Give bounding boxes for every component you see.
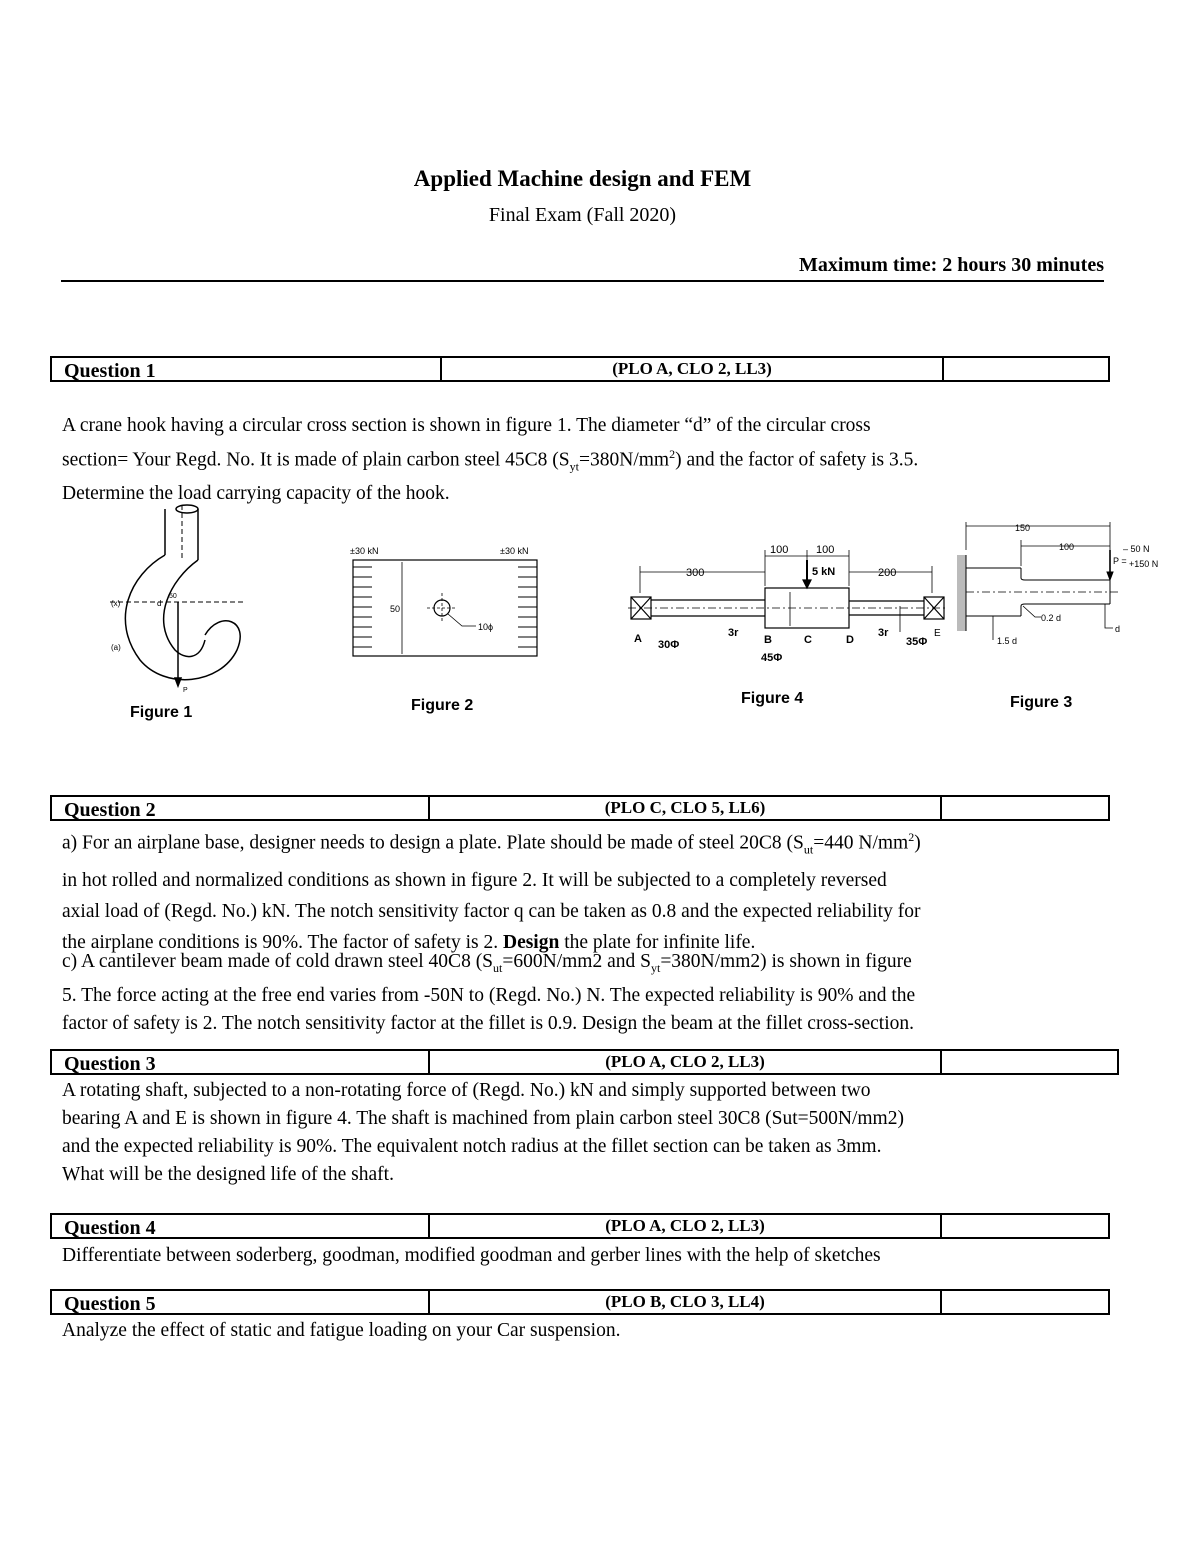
fig4-fillet-left: 3r bbox=[728, 627, 739, 639]
fig4-point-b: B bbox=[764, 634, 772, 646]
q2-text: the airplane conditions is 90%. The factor of safety is 2. bbox=[62, 932, 499, 954]
q1-text: section= Your Regd. No. It is made of plain carbon steel 45C8 (S bbox=[62, 449, 570, 471]
q5-line: Analyze the effect of static and fatigue loading on your Car suspension. bbox=[62, 1320, 621, 1341]
question-4-plo: (PLO A, CLO 2, LL3) bbox=[430, 1215, 942, 1237]
fig1-label-a: (a) bbox=[111, 643, 121, 652]
fig2-load-right: ±30 kN bbox=[500, 546, 529, 556]
max-time: Maximum time: 2 hours 30 minutes bbox=[799, 254, 1104, 276]
exam-subtitle: Final Exam (Fall 2020) bbox=[488, 204, 677, 226]
question-2-text bbox=[62, 822, 1105, 958]
q2-line: axial load of (Regd. No.) kN. The notch sensitivity factor q can be taken as 0.8 and the expected reliability for bbox=[62, 901, 921, 923]
figure-3-caption: Figure 3 bbox=[1010, 694, 1073, 711]
q1-sub: yt bbox=[569, 459, 579, 474]
question-5-header bbox=[50, 1289, 1110, 1315]
question-5-label: Question 5 bbox=[52, 1291, 430, 1313]
q2-line bbox=[62, 822, 1105, 865]
fig4-load: 5 kN bbox=[812, 566, 836, 578]
q2-text: =600N/mm2 and S bbox=[502, 951, 651, 972]
header-rule bbox=[61, 280, 1104, 282]
question-5-text bbox=[62, 1317, 1105, 1345]
q1-text: ) and the factor of safety is 3.5. bbox=[675, 449, 919, 471]
q3-line: A rotating shaft, subjected to a non-rotating force of (Regd. No.) kN and simply supported between two bbox=[62, 1080, 871, 1101]
q1-line: A crane hook having a circular cross section is shown in figure 1. The diameter “d” of the circular cross bbox=[62, 415, 871, 436]
q3-line: and the expected reliability is 90%. The equivalent notch radius at the fillet section can be taken as 3mm. bbox=[62, 1136, 882, 1157]
fig4-dia-45: 45Φ bbox=[761, 652, 783, 664]
fig4-point-c: C bbox=[804, 634, 812, 646]
question-5-plo: (PLO B, CLO 3, LL4) bbox=[430, 1291, 942, 1313]
question-1-label: Question 1 bbox=[52, 358, 442, 380]
q2-text: =380N/mm2) is shown in figure bbox=[660, 951, 912, 972]
question-1-marks bbox=[944, 358, 1108, 380]
q1-text: =380N/mm bbox=[578, 449, 670, 471]
fig2-load-left: ±30 kN bbox=[350, 546, 379, 556]
question-4-text bbox=[62, 1242, 1105, 1270]
figure-1-caption: Figure 1 bbox=[130, 704, 193, 721]
q2-sub: ut bbox=[493, 960, 503, 975]
fig4-dim-100-right: 100 bbox=[816, 544, 835, 556]
question-2c-text bbox=[62, 948, 1105, 1038]
fig3-fillet-radius: 0.2 d bbox=[1041, 613, 1062, 623]
question-3-label: Question 3 bbox=[52, 1051, 430, 1073]
q2-line: factor of safety is 2. The notch sensitivity factor at the fillet is 0.9. Design the beam at the fillet cross-section. bbox=[62, 1012, 914, 1034]
fig4-dia-35: 35Φ bbox=[906, 636, 928, 648]
fig2-dim-50: 50 bbox=[390, 604, 401, 614]
q2-sub: ut bbox=[803, 842, 814, 857]
fig4-point-a: A bbox=[634, 633, 642, 645]
q3-line: What will be the designed life of the shaft. bbox=[62, 1164, 394, 1185]
fig4-dim-200: 200 bbox=[878, 567, 897, 579]
figure-4-shaft bbox=[628, 538, 948, 668]
fig4-point-e: E bbox=[934, 628, 941, 639]
q3-line: bearing A and E is shown in figure 4. The shaft is machined from plain carbon steel 30C8 (Sut=500N/mm2) bbox=[62, 1108, 904, 1129]
fig3-dia-d: d bbox=[1115, 624, 1121, 634]
q2-text: c) A cantilever beam made of cold drawn steel 40C8 (S bbox=[62, 951, 494, 972]
q2-line bbox=[62, 948, 1105, 982]
fig1-label-p: P bbox=[183, 687, 188, 694]
question-1-plo: (PLO A, CLO 2, LL3) bbox=[442, 358, 944, 380]
fig2-dim-hole: 10ϕ bbox=[478, 622, 494, 632]
fig4-dim-300: 300 bbox=[686, 567, 705, 579]
q2-text: the plate for infinite life. bbox=[564, 932, 756, 954]
fig3-dim-100: 100 bbox=[1059, 542, 1075, 552]
fig3-dim-150: 150 bbox=[1015, 523, 1031, 533]
exam-title: Applied Machine design and FEM bbox=[413, 166, 752, 191]
question-5-marks bbox=[942, 1291, 1108, 1313]
q2-sub: yt bbox=[650, 960, 661, 975]
question-4-label: Question 4 bbox=[52, 1215, 430, 1237]
fig4-fillet-right: 3r bbox=[878, 627, 889, 639]
question-2-plo: (PLO C, CLO 5, LL6) bbox=[430, 797, 942, 819]
figure-1-hook bbox=[105, 500, 255, 695]
figure-3-cantilever bbox=[955, 520, 1170, 648]
fig3-dia-15d: 1.5 d bbox=[997, 636, 1018, 646]
fig1-label-d: d bbox=[157, 599, 162, 608]
fig1-label-50: 50 bbox=[169, 593, 177, 600]
q2-text: ) bbox=[914, 832, 921, 854]
question-3-marks bbox=[942, 1051, 1117, 1073]
fig4-dia-30: 30Φ bbox=[658, 639, 680, 651]
question-1-header bbox=[50, 356, 1110, 382]
fig3-load-max: +150 N bbox=[1129, 559, 1159, 569]
question-2-marks bbox=[942, 797, 1108, 819]
q1-line: Determine the load carrying capacity of the hook. bbox=[62, 483, 450, 505]
question-3-header bbox=[50, 1049, 1119, 1075]
question-3-text bbox=[62, 1077, 1105, 1189]
question-2-header bbox=[50, 795, 1110, 821]
question-4-header bbox=[50, 1213, 1110, 1239]
q2-text: a) For an airplane base, designer needs to design a plate. Plate should be made of steel 20C8 (S bbox=[62, 832, 804, 854]
figure-2-plate bbox=[342, 540, 542, 662]
q2-sup: 2 bbox=[908, 830, 915, 844]
fig4-point-d: D bbox=[846, 634, 854, 646]
q2-line: in hot rolled and normalized conditions as shown in figure 2. It will be subjected to a completely reversed bbox=[62, 870, 887, 892]
fig3-load-min: – 50 N bbox=[1123, 544, 1150, 554]
question-3-plo: (PLO A, CLO 2, LL3) bbox=[430, 1051, 942, 1073]
q1-line bbox=[62, 440, 1107, 480]
q2-line: 5. The force acting at the free end varies from -50N to (Regd. No.) N. The expected reliability is 90% and the bbox=[62, 984, 916, 1006]
fig3-p-label: P = bbox=[1113, 556, 1127, 566]
q1-sup: 2 bbox=[669, 447, 676, 461]
q4-line: Differentiate between soderberg, goodman, modified goodman and gerber lines with the help of sketches bbox=[62, 1245, 881, 1266]
fig4-dim-100-left: 100 bbox=[770, 544, 789, 556]
fig1-label-x: (x) bbox=[111, 599, 121, 608]
q2-bold: Design bbox=[502, 932, 560, 954]
question-1-text bbox=[62, 412, 1107, 508]
question-4-marks bbox=[942, 1215, 1108, 1237]
question-2-label: Question 2 bbox=[52, 797, 430, 819]
q2-text: =440 N/mm bbox=[813, 832, 909, 854]
figure-4-caption: Figure 4 bbox=[741, 690, 804, 707]
figure-2-caption: Figure 2 bbox=[411, 697, 474, 714]
